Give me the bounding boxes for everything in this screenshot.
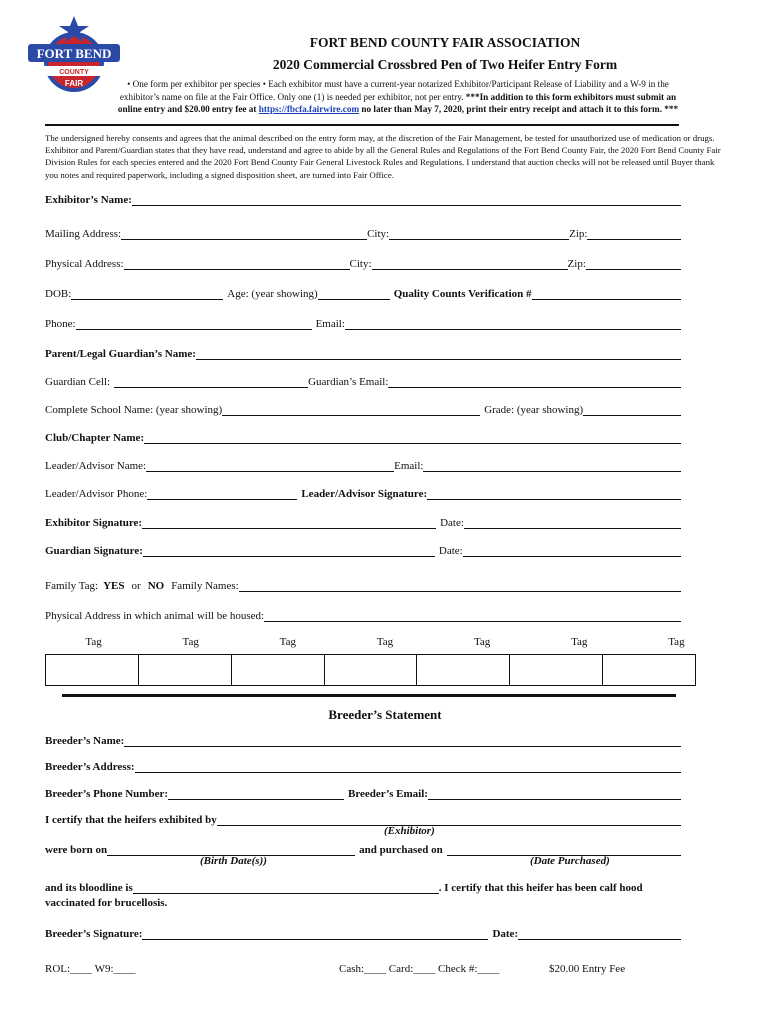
consent-text: The undersigned hereby consents and agrees that the animal described on the entry form may, at the discretion of the Fair Management, be tested for unauthorized use of medication or drugs. Exhibitor and Parent/Guardian states that they have read, understand and agree to abide by all the General Rules and Regulations of the Fort Bend County Fair, the 2020 Fort Bend County Fair Division Rules for each species entered and the 2020 Fort Bend County Fair General Livestock Rules and Regulations. I understand that auction checks will not be released until Buyer thank you notes and required paperwork, including a signed disposition sheet, are turned into Fair Office. bbox=[45, 133, 721, 180]
dob-field[interactable] bbox=[71, 288, 223, 300]
breeder-title: Breeder’s Statement bbox=[328, 707, 442, 722]
school-row: Complete School Name: (year showing) Grade: (year showing) bbox=[45, 400, 681, 416]
tag-label: Tag bbox=[279, 636, 297, 648]
animal-address-field[interactable] bbox=[264, 610, 681, 622]
guardian-email-field[interactable] bbox=[388, 376, 681, 388]
notice-line-3b: no later than May 7, 2020, print their entry receipt and attach it to this form. *** bbox=[359, 104, 679, 114]
tag-label: Tag bbox=[182, 636, 199, 648]
exhibitor-caption: (Exhibitor) bbox=[384, 825, 435, 837]
tag-cell[interactable] bbox=[603, 655, 695, 685]
breeder-address-field[interactable] bbox=[135, 761, 681, 773]
tag-label: Tag bbox=[668, 636, 685, 648]
exhibitor-name-field[interactable] bbox=[132, 194, 681, 206]
mailing-row: Mailing Address: City: Zip: bbox=[45, 224, 681, 240]
tag-label: Tag bbox=[473, 636, 491, 648]
leader-phone-row: Leader/Advisor Phone: Leader/Advisor Signature: bbox=[45, 484, 681, 500]
svg-text:FORT BEND: FORT BEND bbox=[36, 46, 112, 61]
breeder-divider bbox=[62, 694, 676, 697]
age-field[interactable] bbox=[318, 288, 390, 300]
svg-text:COUNTY: COUNTY bbox=[59, 69, 89, 76]
tag-cell[interactable] bbox=[232, 655, 325, 685]
svg-text:FAIR: FAIR bbox=[64, 79, 84, 88]
form-title: 2020 Commercial Crossbred Pen of Two Heifer Entry Form bbox=[272, 57, 618, 72]
guardian-cell-row: Guardian Cell: Guardian’s Email: bbox=[45, 372, 681, 388]
family-names-field[interactable] bbox=[239, 580, 681, 592]
mailing-city-field[interactable] bbox=[389, 228, 569, 240]
tag-cell[interactable] bbox=[510, 655, 603, 685]
leader-email-field[interactable] bbox=[423, 460, 681, 472]
guardian-name-row: Parent/Legal Guardian’s Name: bbox=[45, 344, 681, 360]
tag-cell[interactable] bbox=[417, 655, 510, 685]
dob-row: DOB: Age: (year showing) Quality Counts Verification # bbox=[45, 284, 681, 300]
tag-cell[interactable] bbox=[46, 655, 139, 685]
family-yes-option[interactable]: YES bbox=[103, 580, 125, 592]
purchase-caption: (Date Purchased) bbox=[530, 855, 610, 867]
notice-line-1: • One form per exhibitor per species • Each exhibitor must have a current-year notarized Exhibitor/Participant Release of Liability and a W-9 in the bbox=[127, 79, 669, 89]
certify-row: I certify that the heifers exhibited by bbox=[45, 810, 681, 826]
tag-cell[interactable] bbox=[139, 655, 232, 685]
physical-city-field[interactable] bbox=[372, 258, 568, 270]
physical-zip-field[interactable] bbox=[586, 258, 681, 270]
club-field[interactable] bbox=[144, 432, 681, 444]
breeder-name-field[interactable] bbox=[124, 735, 681, 747]
physical-row: Physical Address: City: Zip: bbox=[45, 254, 681, 270]
family-tag-row: Family Tag: YES or NO Family Names: bbox=[45, 576, 681, 592]
school-field[interactable] bbox=[222, 404, 480, 416]
guardian-date-field[interactable] bbox=[463, 545, 681, 557]
tag-cell[interactable] bbox=[325, 655, 418, 685]
exhibitor-signature-row: Exhibitor Signature: Date: bbox=[45, 513, 681, 529]
entry-fee: $20.00 Entry Fee bbox=[549, 963, 626, 975]
notice-line-3a: online entry and $20.00 entry fee at bbox=[117, 104, 259, 114]
breeder-name-row: Breeder’s Name: bbox=[45, 731, 681, 747]
exhibitor-date-field[interactable] bbox=[464, 517, 681, 529]
email-field[interactable] bbox=[345, 318, 681, 330]
notice-line-2b: ***In addition to this form exhibitors must submit an bbox=[463, 91, 677, 102]
physical-address-field[interactable] bbox=[124, 258, 350, 270]
phone-row: Phone: Email: bbox=[45, 314, 681, 330]
breeder-date-field[interactable] bbox=[518, 928, 681, 940]
tag-label: Tag bbox=[85, 636, 102, 648]
breeder-address-row: Breeder’s Address: bbox=[45, 757, 681, 773]
fairwire-link[interactable]: https://fbcfa.fairwire.com bbox=[258, 104, 360, 114]
bloodline-row: and its bloodline is . I certify that this heifer has been calf hood bbox=[45, 882, 643, 894]
certify-exhibitor-field[interactable] bbox=[217, 814, 681, 826]
tag-label: Tag bbox=[571, 636, 588, 648]
divider bbox=[45, 124, 679, 126]
grade-field[interactable] bbox=[583, 404, 681, 416]
breeder-phone-row: Breeder’s Phone Number: Breeder’s Email: bbox=[45, 784, 681, 800]
leader-signature-field[interactable] bbox=[427, 488, 681, 500]
notice bbox=[92, 78, 704, 116]
guardian-cell-field[interactable] bbox=[114, 376, 308, 388]
notice-line-2a: exhibitor’s name on file at the Fair Office. Only one (1) is needed per exhibitor, not per entry. bbox=[119, 91, 464, 102]
guardian-signature-row: Guardian Signature: Date: bbox=[45, 541, 681, 557]
tag-label: Tag bbox=[376, 636, 394, 648]
guardian-name-field[interactable] bbox=[196, 348, 681, 360]
exhibitor-signature-field[interactable] bbox=[142, 517, 436, 529]
vaccinated-row: vaccinated for brucellosis. bbox=[45, 897, 168, 909]
exhibitor-name-row: Exhibitor’s Name: bbox=[45, 190, 681, 206]
breeder-phone-field[interactable] bbox=[168, 788, 344, 800]
office-use-payment: Cash:____ Card:____ Check #:____ bbox=[339, 963, 500, 975]
tag-labels bbox=[45, 636, 725, 648]
guardian-signature-field[interactable] bbox=[143, 545, 435, 557]
leader-phone-field[interactable] bbox=[147, 488, 297, 500]
org-name: FORT BEND COUNTY FAIR ASSOCIATION bbox=[309, 35, 581, 50]
breeder-signature-row: Breeder’s Signature: Date: bbox=[45, 924, 681, 940]
quality-counts-field[interactable] bbox=[532, 288, 681, 300]
tag-table bbox=[45, 654, 696, 686]
office-use-rol: ROL:____ W9:____ bbox=[45, 963, 136, 975]
born-row: were born on and purchased on bbox=[45, 840, 681, 856]
leader-name-field[interactable] bbox=[146, 460, 394, 472]
club-row: Club/Chapter Name: bbox=[45, 428, 681, 444]
leader-name-row: Leader/Advisor Name: Email: bbox=[45, 456, 681, 472]
family-no-option[interactable]: NO bbox=[147, 580, 165, 592]
breeder-signature-field[interactable] bbox=[142, 928, 488, 940]
phone-field[interactable] bbox=[76, 318, 312, 330]
mailing-address-field[interactable] bbox=[121, 228, 367, 240]
birth-caption: (Birth Date(s)) bbox=[200, 855, 267, 867]
animal-address-row: Physical Address in which animal will be housed: bbox=[45, 606, 681, 622]
breeder-email-field[interactable] bbox=[428, 788, 681, 800]
mailing-zip-field[interactable] bbox=[587, 228, 681, 240]
